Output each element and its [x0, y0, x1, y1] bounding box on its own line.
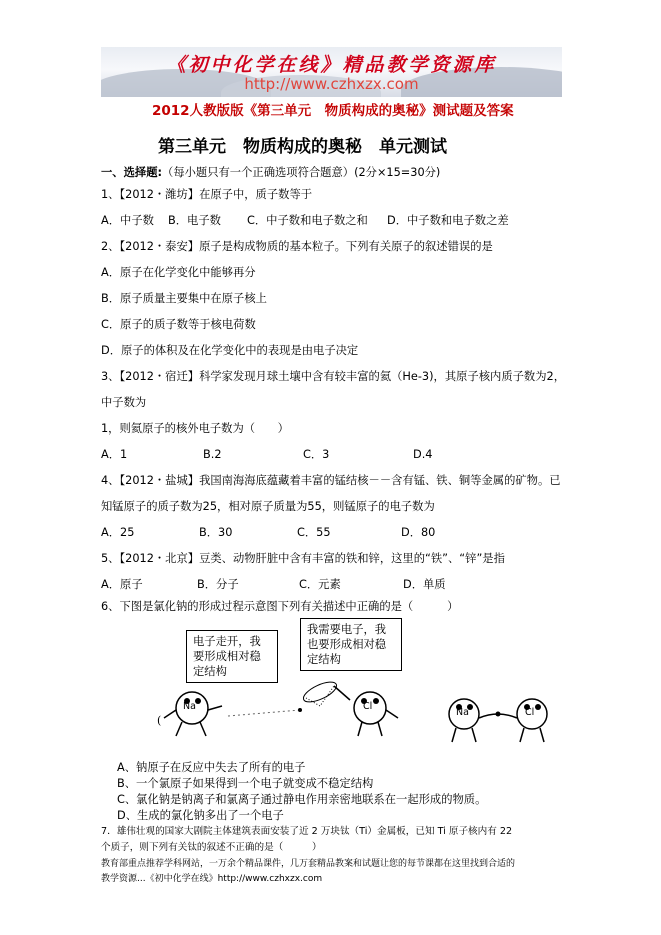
option: A．25	[101, 526, 135, 539]
footer-note	[101, 857, 571, 887]
bubble-line: 要形成相对稳	[193, 650, 261, 663]
question-6-stem: 6、下图是氯化钠的形成过程示意图下列有关描述中正确的是（ ）	[101, 600, 459, 613]
bubble-line: 电子走开，我	[193, 635, 261, 648]
option: C．中子数和电子数之和	[247, 214, 368, 227]
question-4-stem: 4、【2012・盐城】我国南海海底蕴藏着丰富的锰结核－－含有锰、铁、铜等金属的矿物。已	[101, 474, 561, 487]
question-1-options	[101, 212, 509, 228]
question-5-options	[101, 576, 446, 592]
option: D.4	[413, 448, 433, 461]
na-ion-label: Na	[456, 707, 469, 718]
option: B．30	[199, 526, 233, 539]
option: B．分子	[197, 578, 239, 591]
speech-bubble-sodium	[186, 630, 278, 683]
question-3-stem: 3、【2012・宿迁】科学家发现月球土壤中含有较丰富的氦（He-3)，其原子核内质子数为2，	[101, 370, 565, 383]
document-title: 2012人教版版《第三单元 物质构成的奥秘》测试题及答案	[152, 103, 514, 119]
footer-line: 教学资源...《初中化学在线》http://www.czhxzx.com	[101, 874, 323, 884]
ionic-bond-hands	[479, 712, 517, 719]
option: D．单质	[403, 578, 446, 591]
option: C．3	[303, 448, 330, 461]
option: B．电子数	[168, 214, 221, 227]
section-note: （每小题只有一个正确选项符合题意）(2分×15=30分)	[162, 166, 441, 179]
option: A．原子在化学变化中能够再分	[101, 266, 256, 279]
option: D．80	[401, 526, 436, 539]
section-heading	[101, 164, 440, 180]
open-paren: (	[157, 714, 162, 727]
option: C．55	[297, 526, 331, 539]
banner-url[interactable]: http://www.czhxzx.com	[244, 75, 419, 93]
footer-line: 教育部重点推荐学科网站，一万余个精品课件，几万套精品教案和试题让您的每节课都在这里找到合适的	[101, 859, 516, 869]
question-1-stem: 1、【2012・潍坊】在原子中，质子数等于	[101, 188, 313, 201]
option: C．原子的质子数等于核电荷数	[101, 318, 256, 331]
option: A．中子数	[101, 214, 154, 227]
question-4-stem: 知锰原子的质子数为25，相对原子质量为55，则锰原子的电子数为	[101, 500, 435, 513]
question-2-stem: 2、【2012・泰安】原子是构成物质的基本粒子。下列有关原子的叙述错误的是	[101, 240, 493, 253]
section-label: 一、选择题:	[101, 166, 163, 179]
option: A、钠原子在反应中失去了所有的电子	[117, 761, 306, 774]
question-4-options	[101, 524, 435, 540]
chlorine-atom-figure	[354, 692, 398, 736]
option: C．元素	[299, 578, 341, 591]
cl-ion-label: Cl	[525, 707, 535, 718]
bubble-line: 我需要电子，我	[307, 623, 387, 636]
question-5-stem: 5、【2012・北京】豆类、动物肝脏中含有丰富的铁和锌，这里的“铁”、“锌”是指	[101, 552, 505, 565]
option: D．原子的体积及在化学变化中的表现是由电子决定	[101, 344, 359, 357]
page-title: 第三单元 物质构成的奥秘 单元测试	[158, 137, 447, 157]
bubble-line: 也要形成相对稳	[307, 638, 387, 651]
sodium-atom-figure	[164, 692, 222, 736]
sodium-ion-figure	[449, 699, 479, 742]
option: D．中子数和电子数之差	[387, 214, 509, 227]
question-7-stem: 个质子，则下列有关钛的叙述不正确的是（ ）	[101, 842, 322, 853]
option: B．原子质量主要集中在原子核上	[101, 292, 267, 305]
bubble-line: 定结构	[193, 665, 227, 678]
question-7-stem: 7．雄伟壮观的国家大剧院主体建筑表面安装了近 2 万块钛（Ti）金属板，已知 Ti 原子核内有 22	[101, 826, 513, 837]
option: C、氯化钠是钠离子和氯离子通过静电作用亲密地联系在一起形成的物质。	[117, 793, 487, 806]
option: A．1	[101, 448, 128, 461]
question-3-stem: 中子数为	[101, 396, 147, 409]
question-3-options	[101, 446, 432, 462]
question-3-stem: 1，则氦原子的核外电子数为（ ）	[101, 422, 289, 435]
banner-title: 《初中化学在线》精品教学资源库	[166, 54, 497, 76]
electron-dots	[228, 708, 302, 716]
option: B、一个氯原子如果得到一个电子就变成不稳定结构	[117, 777, 374, 790]
chloride-ion-figure	[517, 699, 547, 742]
speech-bubble-chlorine	[300, 618, 402, 671]
option: B.2	[203, 448, 222, 461]
option: A．原子	[101, 578, 143, 591]
bubble-line: 定结构	[307, 653, 341, 666]
header-banner	[101, 47, 562, 97]
butterfly-net-figure	[301, 678, 350, 706]
option: D、生成的氯化钠多出了一个电子	[117, 809, 284, 822]
cl-atom-label: Cl	[363, 701, 373, 712]
na-atom-label: Na	[183, 701, 196, 712]
